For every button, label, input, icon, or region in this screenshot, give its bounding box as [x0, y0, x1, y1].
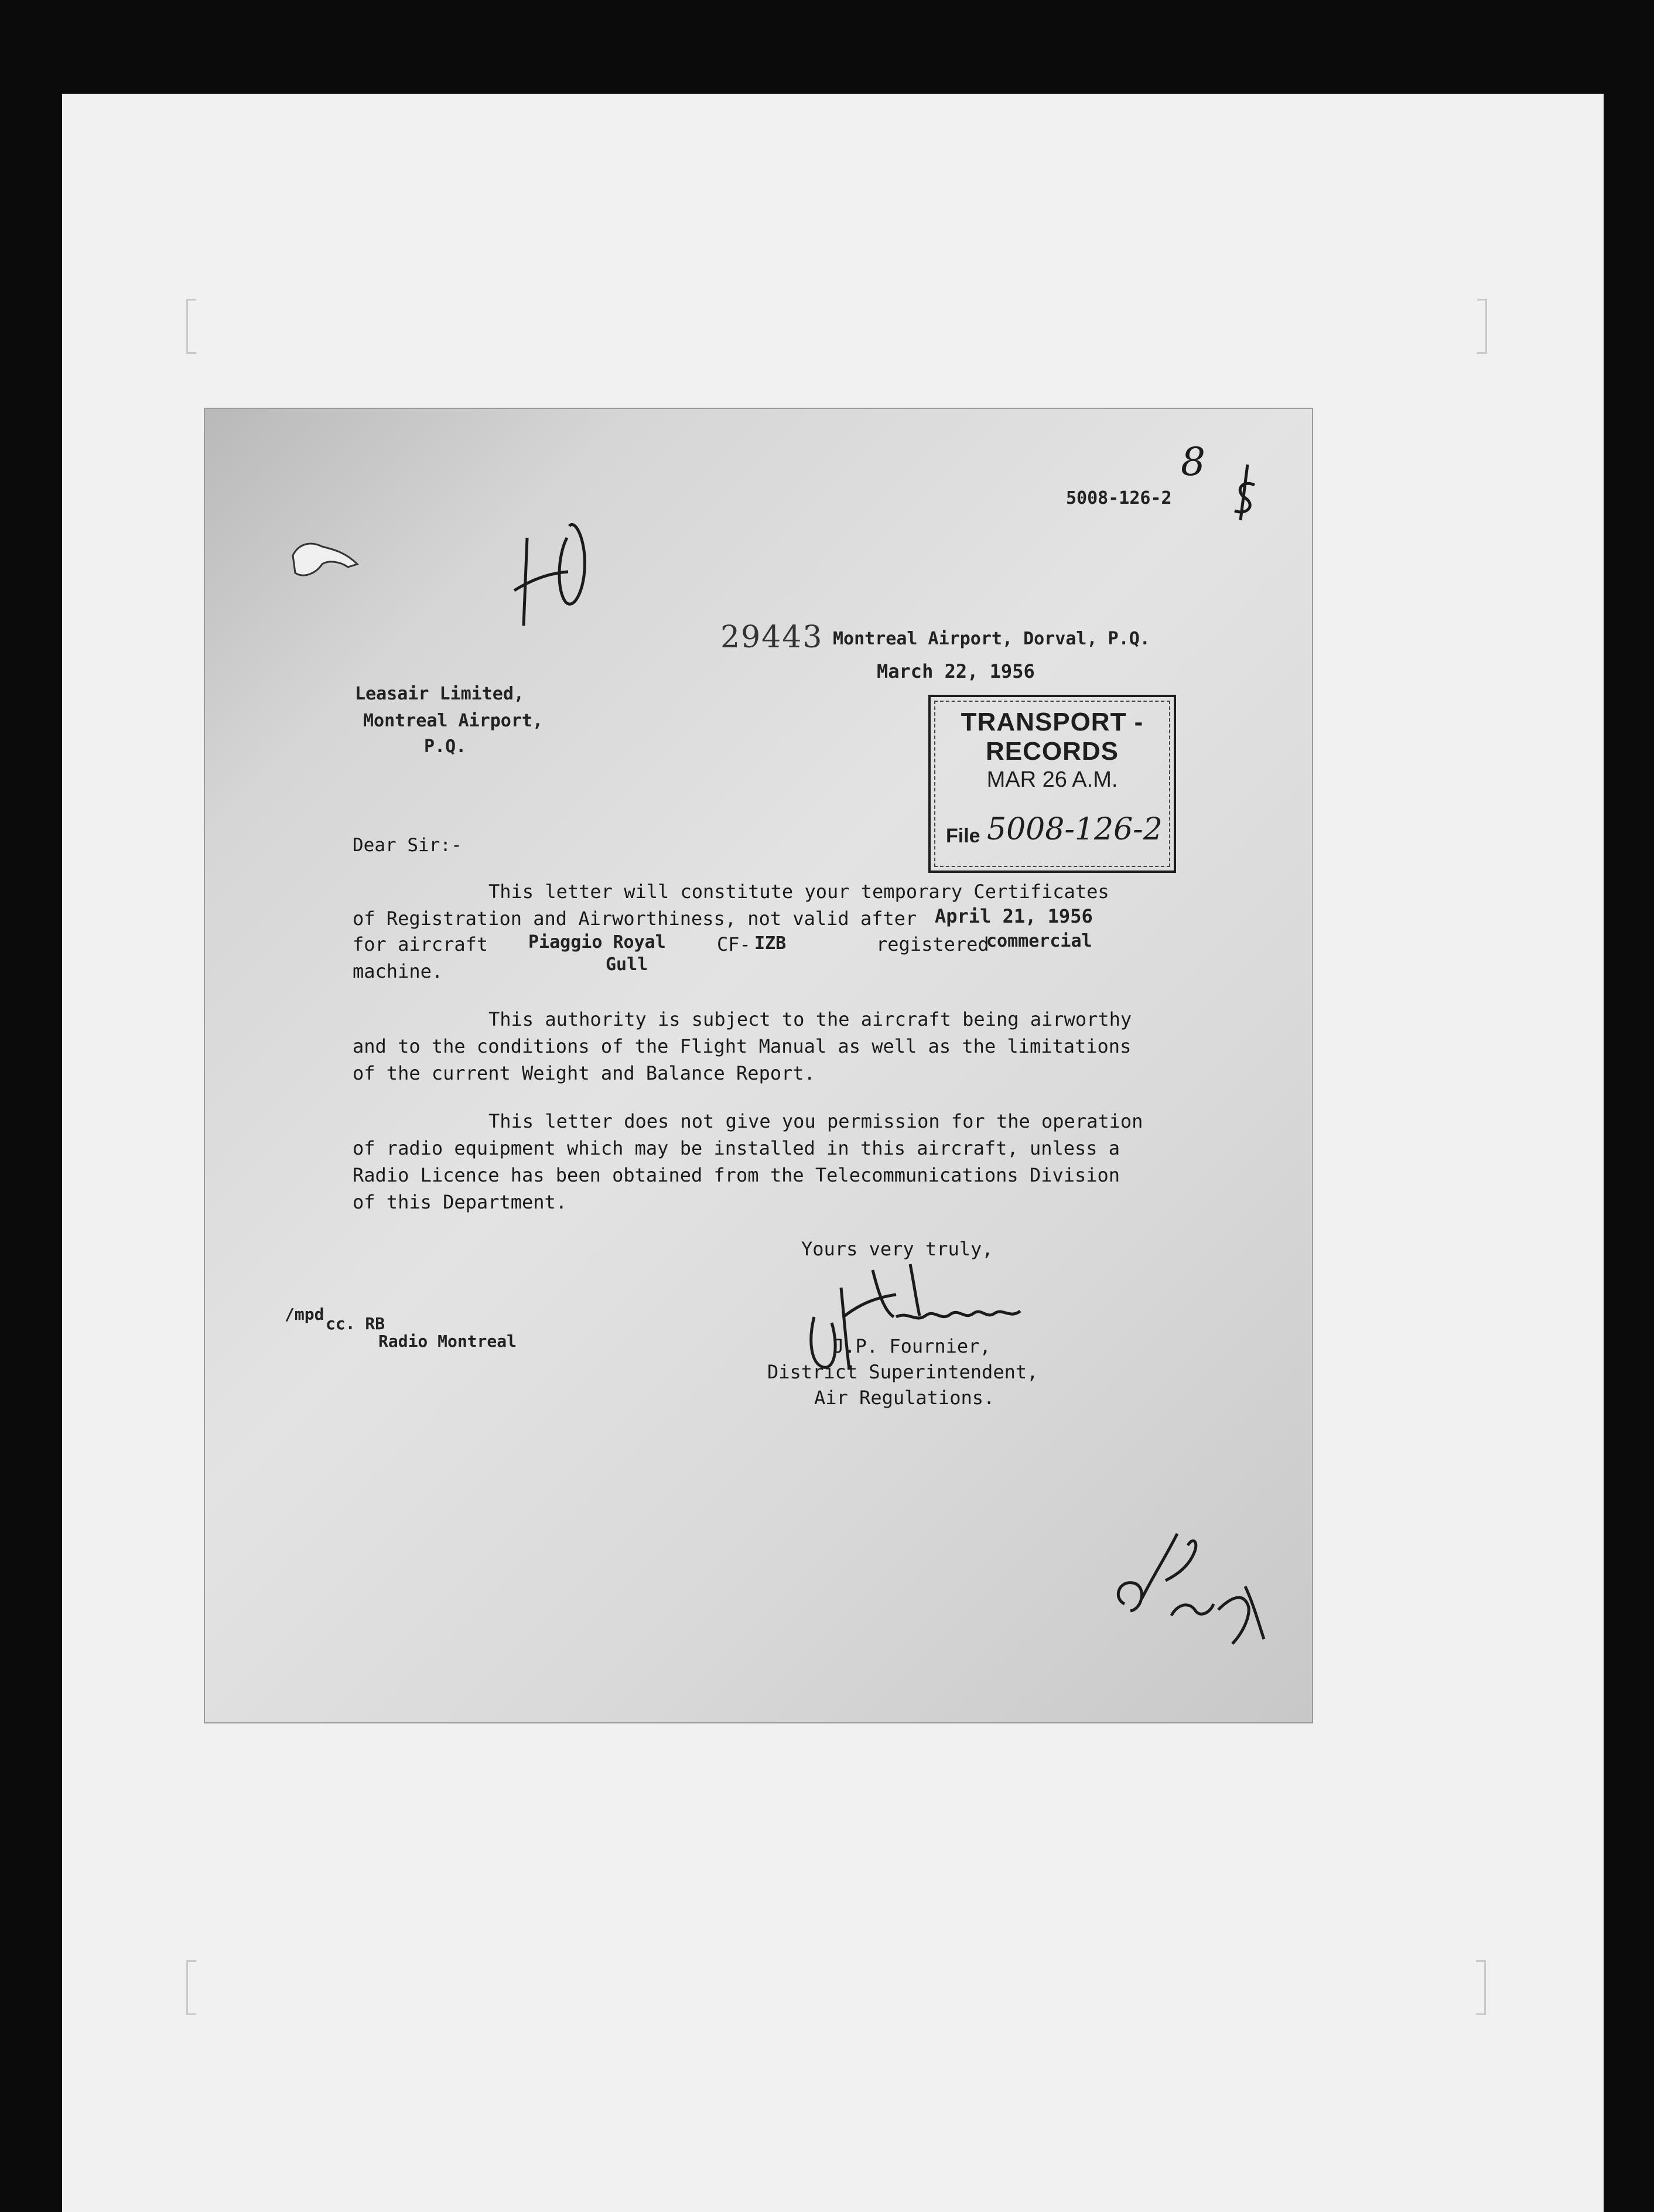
crop-mark — [1476, 1960, 1486, 2015]
valid-until-date: April 21, 1956 — [935, 905, 1093, 927]
letter-number: 29443 — [720, 620, 823, 655]
aircraft-type: Piaggio Royal — [528, 932, 666, 953]
registration-prefix: CF- — [717, 933, 751, 955]
body-line: of Registration and Airworthiness, not valid after — [353, 907, 917, 930]
addressee-line: Montreal Airport, — [363, 711, 544, 731]
crop-mark — [1477, 299, 1487, 354]
body-line: for aircraft — [353, 933, 488, 955]
body-line: This letter will constitute your temporary Certificates — [488, 880, 1109, 903]
stamp-file-label: File — [946, 825, 980, 847]
stamp-file-number: 5008-126-2 — [987, 812, 1163, 847]
stamp-date: MAR 26 A.M. — [986, 767, 1118, 792]
slash-mark-icon — [1224, 462, 1265, 526]
body-line: and to the conditions of the Flight Manual as well as the limitations — [353, 1035, 1132, 1057]
addressee-line: P.Q. — [424, 736, 467, 757]
signatory-title: District Superintendent, — [767, 1361, 1038, 1383]
letter-date: March 22, 1956 — [877, 660, 1035, 682]
carbon-copy-recipient: Radio Montreal — [378, 1332, 517, 1351]
body-line: of this Department. — [353, 1191, 568, 1213]
letter-place: Montreal Airport, Dorval, P.Q. — [833, 629, 1150, 649]
body-line: machine. — [353, 960, 443, 982]
records-stamp — [928, 695, 1176, 873]
registration-mark: IZB — [754, 933, 787, 954]
stamp-title: TRANSPORT - RECORDS — [961, 708, 1144, 766]
aircraft-type: Gull — [606, 954, 648, 975]
blot-icon — [287, 532, 369, 585]
body-line: This authority is subject to the aircraft being airworthy — [488, 1008, 1132, 1030]
file-number: 5008-126-2 — [1066, 488, 1172, 508]
crop-mark — [186, 1960, 196, 2015]
handwritten-note-icon — [1107, 1510, 1283, 1651]
carbon-copy: cc. RB — [326, 1314, 385, 1333]
salutation: Dear Sir:- — [353, 835, 462, 856]
typist-initials: /mpd — [285, 1305, 324, 1324]
handwritten-mark-icon — [510, 503, 609, 637]
body-line: of radio equipment which may be installed in this aircraft, unless a — [353, 1137, 1120, 1159]
file-number-annotation: 8 — [1181, 439, 1205, 484]
crop-mark — [186, 299, 196, 354]
closing: Yours very truly, — [801, 1238, 993, 1260]
signatory-name: J.P. Fournier, — [833, 1335, 991, 1357]
letter-page — [205, 409, 1312, 1722]
signatory-title: Air Regulations. — [814, 1387, 995, 1409]
addressee-line: Leasair Limited, — [355, 684, 524, 704]
registration-category: commercial — [986, 931, 1092, 951]
body-line: Radio Licence has been obtained from the Telecommunications Division — [353, 1164, 1120, 1186]
body-line: of the current Weight and Balance Report. — [353, 1062, 815, 1084]
body-line: registered — [876, 933, 989, 955]
body-line: This letter does not give you permission for the operation — [488, 1110, 1143, 1132]
